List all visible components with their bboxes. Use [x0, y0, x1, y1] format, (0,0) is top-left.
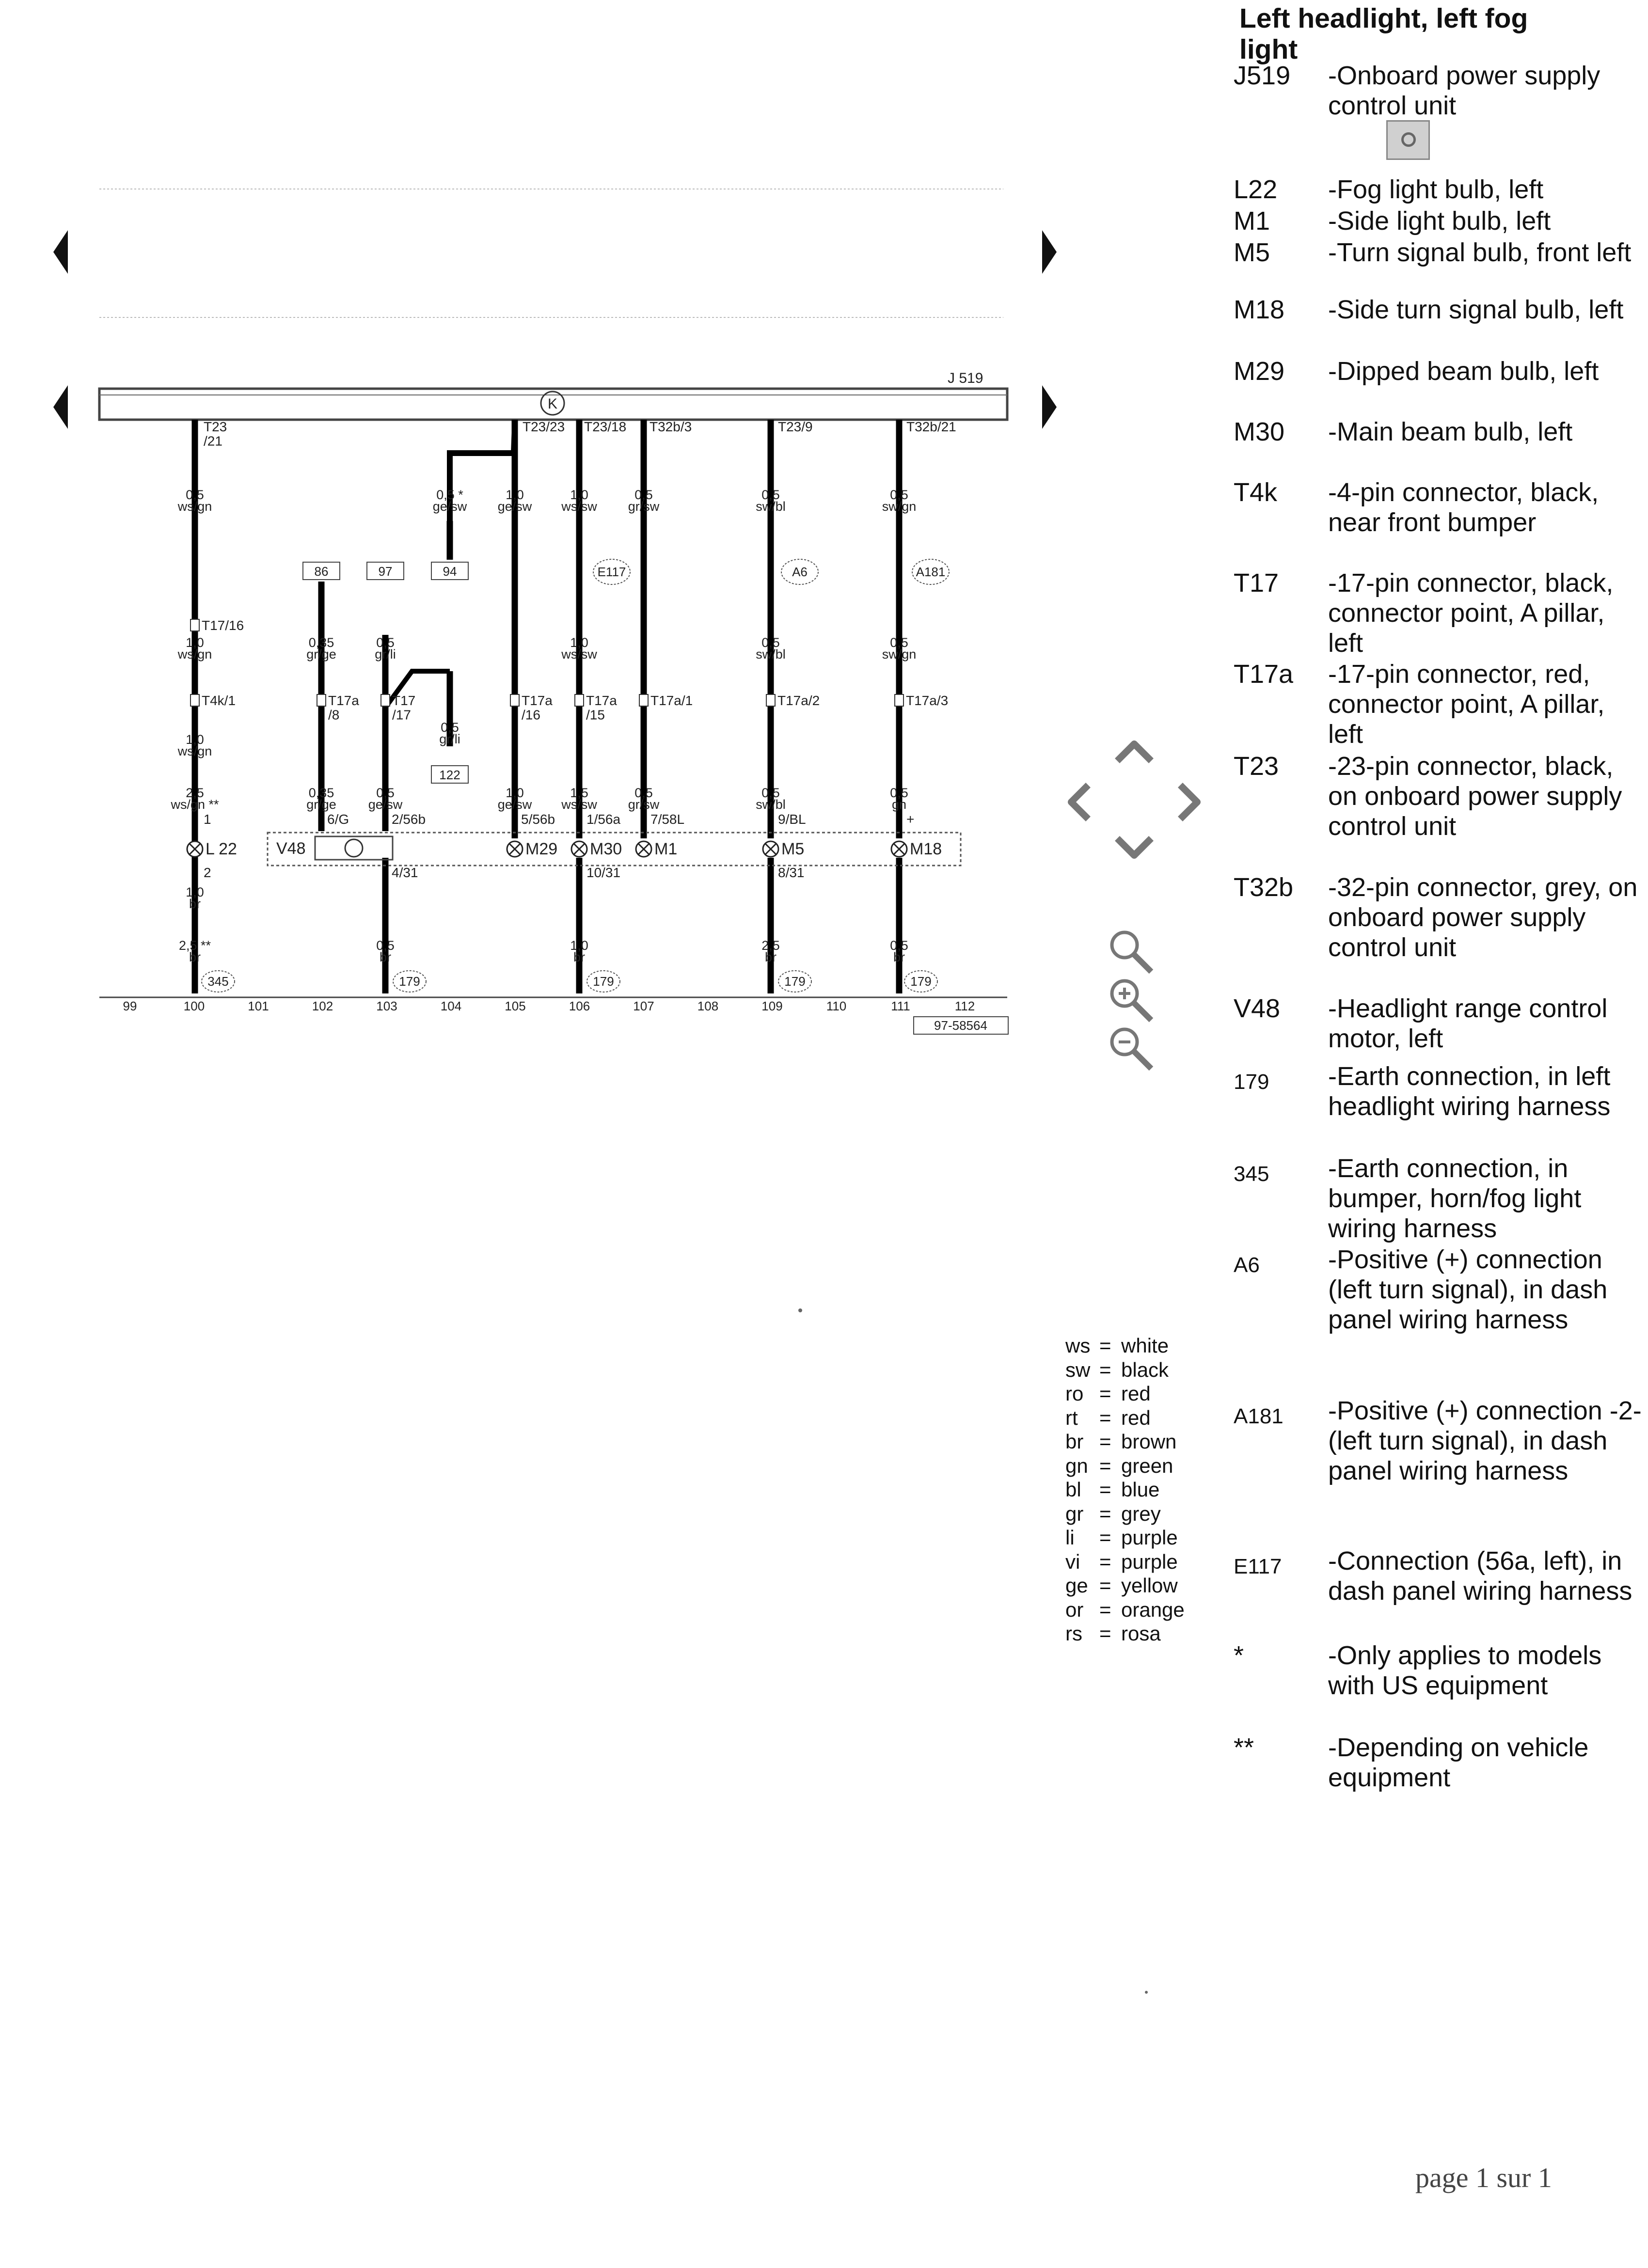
- color-code: or: [1065, 1598, 1084, 1621]
- connector-label: T17/16: [202, 618, 244, 633]
- legend-description: -Earth connection, in bumper, horn/fog light wiring harness: [1328, 1154, 1582, 1243]
- connector-label: T17a /16: [522, 693, 553, 723]
- next-page-arrow-icon[interactable]: [1037, 228, 1062, 276]
- wire-gauge-label: 0,5: [186, 488, 204, 502]
- wire-gauge-label: 2,5: [761, 938, 780, 953]
- color-name: blue: [1121, 1478, 1160, 1501]
- component-label: L 22: [206, 840, 237, 858]
- equals-sign: =: [1099, 1382, 1111, 1405]
- wire-color-label: ge/sw: [432, 499, 467, 514]
- pan-controls: [1064, 727, 1204, 872]
- wire-gauge-label: 1,0: [506, 786, 524, 800]
- color-code: ge: [1065, 1574, 1088, 1597]
- color-name: rosa: [1121, 1622, 1161, 1645]
- connector-symbol: [766, 694, 775, 706]
- camera-icon[interactable]: [1386, 120, 1430, 160]
- scan-speck: [798, 1308, 802, 1312]
- junction-label: A181: [916, 565, 946, 579]
- track-number: 112: [954, 999, 975, 1013]
- legend-code: A6: [1234, 1253, 1260, 1277]
- wire-gauge-label: 0,5: [376, 786, 395, 800]
- equals-sign: =: [1099, 1358, 1111, 1381]
- wire-color-label: ge/sw: [497, 797, 532, 812]
- color-key-row: [1065, 1406, 1185, 1430]
- wire-color-label: br: [893, 950, 905, 964]
- wire-gauge-label: 2,5 **: [178, 938, 211, 953]
- color-key-row: [1065, 1526, 1185, 1550]
- wire-gauge-label: 0,5: [761, 488, 780, 502]
- wire-color-label: br: [189, 897, 201, 911]
- color-name: grey: [1121, 1502, 1161, 1525]
- equals-sign: =: [1099, 1430, 1111, 1453]
- legend-description: -Earth connection, in left headlight wiring harness: [1328, 1062, 1611, 1121]
- unit-label: J 519: [948, 370, 983, 386]
- ground-label: 179: [910, 974, 932, 989]
- wire-gauge-label: 1,0: [570, 938, 588, 953]
- legend-code: J519: [1234, 61, 1291, 90]
- equals-sign: =: [1099, 1502, 1111, 1525]
- pin-number-label: 1: [204, 812, 211, 827]
- pan-up-arrow-icon[interactable]: [1117, 744, 1151, 761]
- track-number: 109: [761, 999, 783, 1013]
- component-label: M18: [910, 840, 942, 858]
- color-key-row: [1065, 1622, 1185, 1646]
- connector-label: T17a /8: [328, 693, 359, 723]
- legend-code: A181: [1234, 1404, 1284, 1428]
- prev-section-arrow-icon[interactable]: [48, 383, 73, 431]
- track-number: 101: [248, 999, 269, 1013]
- color-key-row: [1065, 1334, 1185, 1358]
- junction-label: A6: [792, 565, 808, 579]
- legend-description: -Main beam bulb, left: [1328, 417, 1573, 446]
- component-label: M29: [525, 840, 558, 858]
- wire-gauge-label: 0,5: [890, 635, 908, 650]
- pin-label: T23/23: [523, 419, 565, 434]
- legend-code: M30: [1234, 417, 1285, 446]
- legend-code: M5: [1234, 238, 1270, 267]
- color-name: brown: [1121, 1430, 1177, 1453]
- color-name: white: [1121, 1334, 1169, 1357]
- wire-color-label: gr/sw: [628, 797, 660, 812]
- legend-code: T17: [1234, 568, 1279, 598]
- connector-symbol: [510, 694, 519, 706]
- color-code: vi: [1065, 1550, 1080, 1573]
- wire-gauge-label: 0,5 *: [436, 488, 463, 502]
- wire-gauge-label: 1,0: [570, 488, 588, 502]
- wire-color-label: ws/gn: [177, 647, 212, 662]
- legend-description: -Fog light bulb, left: [1328, 175, 1544, 204]
- connector-label: T17a /15: [586, 693, 617, 723]
- wire-color-label: ge/sw: [497, 499, 532, 514]
- legend-description: -32-pin connector, grey, on onboard power supply control unit: [1328, 873, 1638, 962]
- equals-sign: =: [1099, 1454, 1111, 1477]
- legend-code: M29: [1234, 357, 1285, 386]
- scan-speck: [1145, 1991, 1148, 1994]
- wire-color-label: ws/gn: [177, 499, 212, 514]
- legend-code: 345: [1234, 1162, 1269, 1186]
- terminal-box-label: 94: [443, 564, 457, 579]
- connector-symbol: [895, 694, 903, 706]
- wire-color-label: gr/ge: [306, 797, 336, 812]
- wire-gauge-label: 0,5: [441, 720, 459, 735]
- pan-right-arrow-icon[interactable]: [1180, 785, 1197, 819]
- color-code: gn: [1065, 1454, 1088, 1477]
- track-number: 102: [312, 999, 333, 1013]
- wire-gauge-label: 0,5: [761, 786, 780, 800]
- color-key-row: [1065, 1502, 1185, 1526]
- color-code: sw: [1065, 1358, 1091, 1381]
- pin-label: T23/9: [778, 419, 813, 434]
- terminal-box-label: 86: [314, 564, 329, 579]
- color-code: gr: [1065, 1502, 1084, 1525]
- equals-sign: =: [1099, 1526, 1111, 1549]
- wire-color-label: gr/li: [439, 732, 460, 746]
- page-footer: page 1 sur 1: [1415, 2162, 1552, 2193]
- color-name: red: [1121, 1382, 1151, 1405]
- legend-description: -Positive (+) connection -2- (left turn signal), in dash panel wiring harness: [1328, 1396, 1642, 1485]
- connector-symbol: [190, 694, 199, 706]
- legend-code: T4k: [1234, 478, 1278, 507]
- wire-color-label: sw/bl: [756, 647, 786, 662]
- color-code: li: [1065, 1526, 1075, 1549]
- track-number: 108: [697, 999, 719, 1013]
- wire-gauge-label: 1,0: [570, 635, 588, 650]
- legend-description: -Turn signal bulb, front left: [1328, 238, 1632, 267]
- color-code: rs: [1065, 1622, 1082, 1645]
- legend-code: V48: [1234, 994, 1281, 1023]
- equals-sign: =: [1099, 1598, 1111, 1621]
- connector-symbol: [639, 694, 648, 706]
- wire-gauge-label: 1,5: [570, 786, 588, 800]
- legend-description: -Positive (+) connection (left turn signal), in dash panel wiring harness: [1328, 1245, 1608, 1334]
- terminal-box-label: 97: [378, 564, 393, 579]
- track-number: 111: [891, 999, 910, 1013]
- pin-number-label: 8/31: [778, 865, 805, 880]
- ground-label: 179: [593, 974, 614, 989]
- legend-code: T32b: [1234, 873, 1294, 902]
- color-key-row: [1065, 1574, 1185, 1598]
- color-code: rt: [1065, 1406, 1078, 1429]
- connector-symbol: [575, 694, 584, 706]
- component-label: V48: [276, 839, 306, 858]
- color-key-row: [1065, 1550, 1185, 1574]
- color-name: purple: [1121, 1550, 1178, 1573]
- wire-gauge-label: 1,0: [186, 885, 204, 899]
- connector-label: T17a/3: [906, 693, 949, 708]
- legend-title: Left headlight, left fog light: [1239, 3, 1528, 65]
- wire-color-label: ge/sw: [368, 797, 403, 812]
- legend-description: -Only applies to models with US equipment: [1328, 1641, 1602, 1700]
- v48-k-symbol: [345, 839, 363, 857]
- zoom-fit-icon[interactable]: [1112, 932, 1151, 972]
- wiring-diagram: [0, 0, 1066, 1066]
- wire-color-label: ws/sw: [561, 797, 597, 812]
- equals-sign: =: [1099, 1574, 1111, 1597]
- wire-gauge-label: 0,5: [761, 635, 780, 650]
- color-name: red: [1121, 1406, 1151, 1429]
- color-code: bl: [1065, 1478, 1081, 1501]
- wire-gauge-label: 0,35: [308, 786, 334, 800]
- pin-label: T32b/3: [650, 419, 692, 434]
- pin-label: T23/18: [584, 419, 627, 434]
- color-key: [1065, 1334, 1185, 1646]
- connector-symbol: [190, 619, 199, 631]
- component-label: M1: [654, 840, 678, 858]
- track-number: 103: [376, 999, 397, 1013]
- track-number: 106: [569, 999, 590, 1013]
- connector-symbol: [317, 694, 326, 706]
- pin-number-label: 1/56a: [586, 812, 621, 827]
- wire-gauge-label: 1,0: [506, 488, 524, 502]
- wire-gauge-label: 0,5: [890, 938, 908, 953]
- equals-sign: =: [1099, 1478, 1111, 1501]
- pin-number-label: 2/56b: [392, 812, 426, 827]
- pin-number-label: 9/BL: [778, 812, 806, 827]
- connector-symbol: [381, 694, 390, 706]
- terminal-box-label: 122: [439, 768, 460, 782]
- wire-color-label: ws/gn **: [171, 797, 219, 812]
- pin-number-label: 2: [204, 865, 211, 880]
- pin-number-label: 5/56b: [521, 812, 555, 827]
- track-number: 100: [183, 999, 205, 1013]
- legend-code: M1: [1234, 206, 1270, 236]
- legend-description: -4-pin connector, black, near front bumper: [1328, 478, 1599, 537]
- color-name: black: [1121, 1358, 1169, 1381]
- color-code: ws: [1065, 1334, 1091, 1357]
- legend-description: -Depending on vehicle equipment: [1328, 1733, 1589, 1792]
- legend-description: -Side light bulb, left: [1328, 206, 1551, 236]
- wire-color-label: br: [189, 950, 201, 964]
- connector-label: T17a/1: [650, 693, 693, 708]
- wire-gauge-label: 0,35: [308, 635, 334, 650]
- color-key-row: [1065, 1598, 1185, 1622]
- track-number: 110: [826, 999, 847, 1013]
- wire-color-label: sw/bl: [756, 499, 786, 514]
- ground-label: 179: [784, 974, 806, 989]
- legend-code: L22: [1234, 175, 1278, 204]
- wire-gauge-label: 0,5: [376, 635, 395, 650]
- legend-code: M18: [1234, 295, 1285, 324]
- zoom-in-icon[interactable]: [1112, 981, 1151, 1020]
- color-code: ro: [1065, 1382, 1084, 1405]
- wire-color-label: br: [573, 950, 586, 964]
- color-name: green: [1121, 1454, 1173, 1477]
- wire-gauge-label: 0,5: [890, 488, 908, 502]
- legend-description: -23-pin connector, black, on onboard power supply control unit: [1328, 752, 1622, 841]
- legend-code: 179: [1234, 1070, 1269, 1094]
- reference-number: 97-58564: [934, 1018, 987, 1033]
- wire-color-label: gr/ge: [306, 647, 336, 662]
- color-key-row: [1065, 1454, 1185, 1478]
- legend-description: -Onboard power supply control unit: [1328, 61, 1600, 120]
- next-section-arrow-icon[interactable]: [1037, 383, 1062, 431]
- wire-color-label: ws/sw: [561, 647, 597, 662]
- legend-description: -17-pin connector, red, connector point, A pillar, left: [1328, 660, 1605, 749]
- legend-code: E117: [1234, 1555, 1282, 1578]
- pan-left-arrow-icon[interactable]: [1071, 785, 1088, 819]
- pin-number-label: 7/58L: [650, 812, 685, 827]
- pin-number-label: 6/G: [327, 812, 349, 827]
- wire-color-label: gr/sw: [628, 499, 660, 514]
- component-label: M30: [590, 840, 622, 858]
- k-label: K: [547, 396, 558, 412]
- junction-label: E117: [597, 565, 626, 579]
- wire-color-label: br: [764, 950, 777, 964]
- color-code: br: [1065, 1430, 1084, 1453]
- wire-gauge-label: 0,5: [376, 938, 395, 953]
- legend-description: -17-pin connector, black, connector point, A pillar, left: [1328, 568, 1614, 658]
- color-key-row: [1065, 1382, 1185, 1406]
- track-number: 107: [633, 999, 654, 1013]
- legend-description: -Dipped beam bulb, left: [1328, 357, 1599, 386]
- pin-label: T32b/21: [906, 419, 956, 434]
- component-label: M5: [781, 840, 805, 858]
- ground-label: 345: [207, 974, 229, 989]
- pin-number-label: 4/31: [392, 865, 418, 880]
- equals-sign: =: [1099, 1406, 1111, 1429]
- wire-color-label: sw/gn: [882, 499, 917, 514]
- track-number: 105: [505, 999, 526, 1013]
- equals-sign: =: [1099, 1622, 1111, 1645]
- wire-color-label: ws/sw: [561, 499, 597, 514]
- wire-gauge-label: 0,5: [634, 488, 653, 502]
- color-name: yellow: [1121, 1574, 1178, 1597]
- wire-color-label: ws/gn: [177, 744, 212, 758]
- wire-gauge-label: 0,5: [890, 786, 908, 800]
- wire-gauge-label: 1,0: [186, 732, 204, 747]
- track-number: 99: [123, 999, 137, 1013]
- color-name: purple: [1121, 1526, 1178, 1549]
- pin-number-label: +: [906, 812, 915, 827]
- legend-description: -Connection (56a, left), in dash panel wiring harness: [1328, 1546, 1632, 1606]
- legend-code: T17a: [1234, 660, 1294, 689]
- wire-color-label: br: [379, 950, 392, 964]
- track-number: 104: [440, 999, 462, 1013]
- wire-gauge-label: 2,5: [186, 786, 204, 800]
- connector-label: T17a/2: [777, 693, 820, 708]
- color-key-row: [1065, 1358, 1185, 1382]
- legend-code: **: [1234, 1733, 1254, 1762]
- equals-sign: =: [1099, 1550, 1111, 1573]
- color-key-row: [1065, 1478, 1185, 1502]
- legend-description: -Side turn signal bulb, left: [1328, 295, 1624, 324]
- wire-color-label: gr/li: [375, 647, 396, 662]
- color-key-row: [1065, 1430, 1185, 1454]
- wire-gauge-label: 1,0: [186, 635, 204, 650]
- zoom-controls: [1105, 926, 1158, 1076]
- wire-color-label: gn: [891, 797, 907, 812]
- legend-code: *: [1234, 1641, 1244, 1670]
- pin-number-label: 10/31: [586, 865, 621, 880]
- zoom-out-icon[interactable]: [1112, 1029, 1151, 1069]
- equals-sign: =: [1099, 1334, 1111, 1357]
- pan-down-arrow-icon[interactable]: [1117, 838, 1151, 855]
- legend-code: T23: [1234, 752, 1279, 781]
- wire-color-label: sw/bl: [756, 797, 786, 812]
- connector-label: T4k/1: [202, 693, 236, 708]
- wire-gauge-label: 0,5: [634, 786, 653, 800]
- pin-label: T23 /21: [204, 419, 227, 449]
- wire-color-label: sw/gn: [882, 647, 917, 662]
- legend-description: -Headlight range control motor, left: [1328, 994, 1608, 1053]
- connector-label: T17 /17: [392, 693, 416, 723]
- ground-label: 179: [399, 974, 420, 989]
- color-name: orange: [1121, 1598, 1185, 1621]
- prev-page-arrow-icon[interactable]: [48, 228, 73, 276]
